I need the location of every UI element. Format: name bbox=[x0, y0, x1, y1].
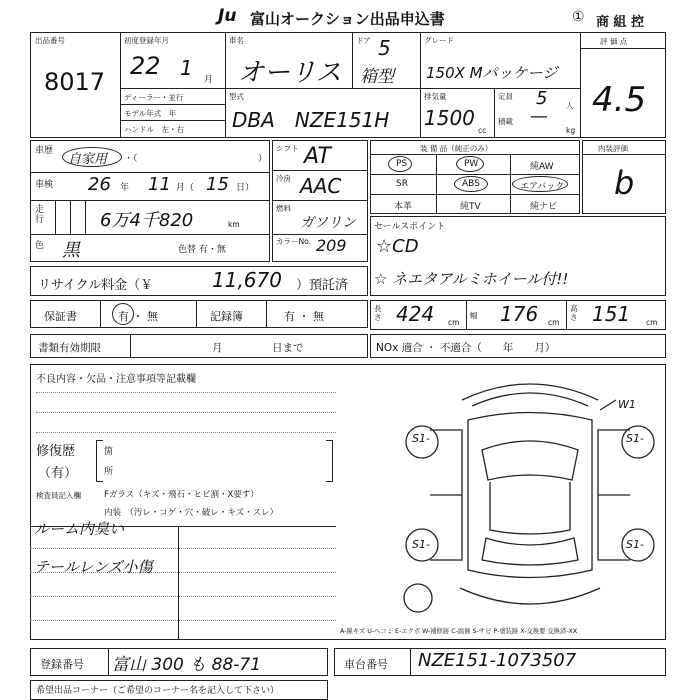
load-value: — bbox=[530, 106, 548, 127]
car-name: オーリス bbox=[238, 58, 342, 88]
docs-until: 日まで bbox=[272, 342, 304, 354]
equip-pw: PW bbox=[464, 159, 479, 169]
brand-logo: Ju bbox=[218, 6, 237, 26]
dealer-label: ディーラー・並行 bbox=[124, 93, 184, 102]
width-label: 幅 bbox=[470, 311, 478, 320]
color-value: 黒 bbox=[62, 240, 80, 261]
car-name-label: 車名 bbox=[229, 36, 244, 45]
docs-label: 書類有効期限 bbox=[38, 342, 101, 354]
color-change-label: 色替 有・無 bbox=[178, 245, 226, 255]
equip-leather: 本革 bbox=[394, 202, 413, 212]
record-options: 有 ・ 無 bbox=[284, 310, 324, 323]
inspection-label: 車検 bbox=[35, 180, 54, 190]
lot-label: 出品番号 bbox=[35, 36, 65, 45]
recycle-suffix: ）預託済 bbox=[296, 278, 349, 293]
damage-mark-2: S1- bbox=[626, 432, 644, 445]
interior-value: b bbox=[614, 164, 635, 202]
equip-ps: PS bbox=[396, 159, 408, 169]
history-extra: ・（ bbox=[124, 154, 138, 164]
width-unit: cm bbox=[548, 318, 560, 327]
history-close: ） bbox=[258, 154, 268, 164]
recycle-value: 11,670 bbox=[212, 268, 282, 292]
defect-note-2: テールレンズ小傷 bbox=[34, 558, 153, 576]
mileage-value: 6万4千820 bbox=[100, 210, 194, 231]
grade-label: グレード bbox=[424, 36, 454, 45]
warranty-label: 保証書 bbox=[44, 310, 77, 323]
nox-label: NOx 適合 ・ 不適合（ 年 月） bbox=[376, 342, 556, 354]
corner-label: 希望出品コーナー（ご希望のコーナー名を記入して下さい） bbox=[36, 686, 280, 696]
capacity-value: 5 bbox=[536, 88, 548, 109]
height-value: 151 bbox=[592, 302, 631, 326]
color-no-label: カラーNo. bbox=[276, 237, 311, 246]
sales-point-1: ☆CD bbox=[376, 236, 419, 257]
width-value: 176 bbox=[500, 302, 539, 326]
damage-mark-w: W1 bbox=[618, 398, 636, 411]
copy-label: 商 組 控 bbox=[596, 15, 645, 30]
damage-mark-4: S1- bbox=[626, 538, 644, 551]
equip-tv: 純TV bbox=[460, 202, 481, 212]
defects-label: 不良内容・欠品・注意事項等記載欄 bbox=[36, 374, 196, 385]
chassis-value: NZE151-1073507 bbox=[418, 650, 577, 671]
door-body: 箱型 bbox=[360, 67, 394, 87]
height-label: 高さ bbox=[570, 304, 578, 322]
shift-label: シフト bbox=[276, 144, 299, 153]
interior-label: 内装評価 bbox=[598, 144, 628, 153]
mileage-unit: km bbox=[228, 220, 240, 229]
fuel-label: 燃料 bbox=[276, 204, 291, 213]
door-label: ドア bbox=[356, 36, 371, 45]
sales-label: セールスポイント bbox=[374, 222, 446, 232]
interior-items: 内装 （汚レ・コゲ・穴・破レ・キズ・スレ） bbox=[104, 508, 279, 518]
equip-navi: 純ナビ bbox=[530, 202, 558, 212]
aircon-label: 冷房 bbox=[276, 174, 291, 183]
first-reg-label: 初度登録年月 bbox=[124, 36, 169, 45]
equip-abs: ABS bbox=[462, 179, 480, 189]
displacement-value: 1500 bbox=[424, 106, 475, 130]
model-value: DBA NZE151H bbox=[232, 108, 390, 132]
insp-year-unit: 年 bbox=[120, 183, 130, 193]
capacity-unit: 人 bbox=[566, 101, 574, 110]
load-unit: kg bbox=[566, 126, 576, 135]
grade-value: 150X Mパッケージ bbox=[426, 64, 558, 82]
history-label: 車歴 bbox=[35, 146, 54, 156]
check-label: 検査員記入欄 bbox=[36, 491, 81, 500]
score-label: 評 価 点 bbox=[600, 37, 628, 46]
damage-mark-1: S1- bbox=[412, 432, 430, 445]
equip-sr: SR bbox=[396, 179, 408, 189]
check-items: Fガラス（キズ・飛石・ヒビ割・X要す） bbox=[104, 490, 259, 500]
history-value: 自家用 bbox=[68, 152, 108, 167]
lot-number: 8017 bbox=[44, 68, 106, 96]
length-unit: cm bbox=[448, 318, 460, 327]
score-value: 4.5 bbox=[592, 80, 647, 120]
height-unit: cm bbox=[646, 318, 658, 327]
model-label: 型式 bbox=[229, 92, 244, 101]
insp-day-unit: 日） bbox=[236, 183, 255, 193]
repair-value: （有） bbox=[38, 466, 78, 481]
insp-month: 11 bbox=[148, 174, 171, 195]
equip-aw: 純AW bbox=[530, 162, 554, 172]
first-reg-unit: 月 bbox=[204, 75, 214, 85]
handle-label: ハンドル 左・右 bbox=[124, 125, 184, 134]
repair-sub-1: 箇 bbox=[104, 447, 114, 457]
capacity-label: 定員 bbox=[498, 92, 513, 101]
length-value: 424 bbox=[396, 302, 435, 326]
equip-airbag: エアバック bbox=[520, 182, 565, 192]
load-label: 積載 bbox=[498, 117, 513, 126]
copy-number: ① bbox=[572, 9, 585, 25]
repair-sub-2: 所 bbox=[104, 467, 114, 477]
first-reg-month: 1 bbox=[180, 56, 193, 80]
model-year-label: モデル年式 年 bbox=[124, 109, 177, 118]
insp-year: 26 bbox=[88, 174, 111, 195]
displacement-unit: cc bbox=[478, 126, 487, 135]
mileage-label: 走行 bbox=[35, 205, 45, 225]
warranty-options: 有 ・ 無 bbox=[118, 310, 158, 323]
registration-label: 登録番号 bbox=[40, 658, 84, 671]
aircon-value: AAC bbox=[300, 174, 342, 198]
equip-label: 装 備 品（純正のみ） bbox=[420, 144, 493, 153]
damage-mark-3: S1- bbox=[412, 538, 430, 551]
docs-month: 月 bbox=[212, 342, 223, 354]
color-label: 色 bbox=[35, 241, 45, 251]
sales-point-2: ☆ ネエタアルミホイール付!! bbox=[374, 270, 569, 288]
insp-day: 15 bbox=[206, 174, 229, 195]
length-label: 長さ bbox=[374, 304, 382, 322]
registration-value: 富山 300 も 88-71 bbox=[112, 655, 262, 675]
damage-legend: A-線キズ U-ヘコミ E-エクボ W-補修跡 C-腐蝕 S-サビ P-塗装跡 X-交換要 交換済-XX bbox=[340, 628, 578, 635]
fuel-value: ガソリン bbox=[300, 215, 356, 231]
chassis-label: 車台番号 bbox=[344, 658, 388, 671]
recycle-label: リサイクル料金（￥ bbox=[38, 278, 154, 293]
displacement-label: 排気量 bbox=[424, 92, 447, 101]
defect-note-1: ルーム内臭い bbox=[34, 520, 125, 538]
repair-label: 修復歴 bbox=[36, 444, 76, 459]
insp-month-unit: 月（ bbox=[176, 183, 195, 193]
door-value: 5 bbox=[378, 36, 391, 60]
form-title: 富山オークション出品申込書 bbox=[250, 10, 445, 28]
record-label: 記録簿 bbox=[210, 310, 243, 323]
first-reg-year: 22 bbox=[130, 52, 161, 80]
color-no-value: 209 bbox=[316, 236, 347, 255]
shift-value: AT bbox=[304, 144, 331, 169]
